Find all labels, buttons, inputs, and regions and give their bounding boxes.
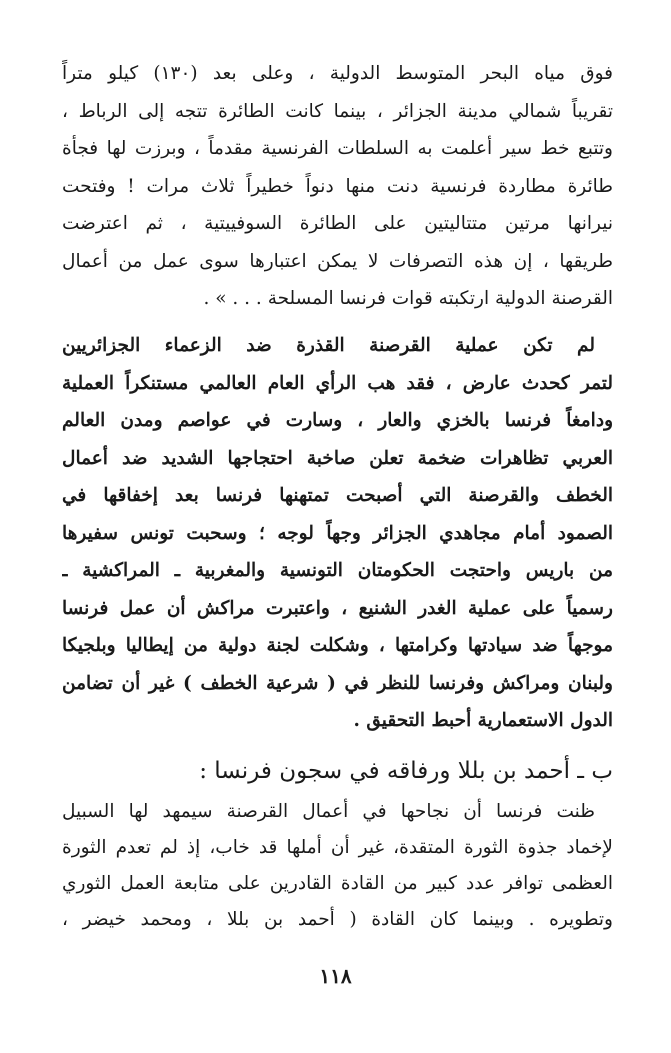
text-line: رسمياً على عملية الغدر الشنيع ، واعتبرت مراكش أن عمل فرنسا [62,597,613,619]
text-line: الدول الاستعمارية أحبط التحقيق . [353,710,613,731]
text-line: ودامغاً فرنسا بالخزي والعار ، وسارت في عواصم ومدن العالم [62,410,613,431]
text-line: تقريباً شمالي مدينة الجزائر ، بينما كانت الطائرة تتجه إلى الرباط ، [62,100,613,122]
text-line: العظمى توافر عدد كبير من القادة القادرين على متابعة العمل الثوري [62,873,613,894]
text-line: العربي تظاهرات ضخمة تعلن صاخبة احتجاجها الشديد ضد أعمال [62,447,613,469]
text-line: القرصنة الدولية ارتكبته قوات فرنسا المسلحة . . . » . [203,288,613,309]
text-line: ظنت فرنسا أن نجاحها في أعمال القرصنة سيمهد لها السبيل [62,801,595,822]
text-line: طريقها ، إن هذه التصرفات لا يمكن اعتبارها سوى عمل من أعمال [62,250,613,272]
text-line: ولبنان ومراكش وفرنسا للنظر في ( شرعية الخطف ) غير أن تضامن [62,672,613,694]
text-line: طائرة مطاردة فرنسية دنت منها دنواً خطيراً ثلاث مرات ! وفتحت [62,175,613,197]
text-line: من باريس واحتجت الحكومتان التونسية والمغربية ـ المراكشية ـ [62,560,613,581]
text-line: الخطف والقرصنة التي أصبحت تمتهنها فرنسا بعد إخفاقها في [62,485,613,506]
text-line: لتمر كحدث عارض ، فقد هب الرأي العام العالمي مستنكراً العملية [62,372,613,394]
text-line: فوق مياه البحر المتوسط الدولية ، وعلى بعد (١٣٠) كيلو متراً [62,63,613,84]
text-line: وتتبع خط سير أعلمت به السلطات الفرنسية مقدماً ، وبرزت لها فجأة [62,138,613,159]
text-line: موجهاً ضد سيادتها وكرامتها ، وشكلت لجنة دولية من إيطاليا وبلجيكا [62,635,613,656]
text-line: لإخماد جذوة الثورة المتقدة، غير أن أملها قد خاب، إذ لم تعدم الثورة [62,837,613,858]
page-number: ١١٨ [319,964,352,988]
paragraph-bold [62,327,613,740]
text-line: الصمود أمام مجاهدي الجزائر وجهاً لوجه ؛ وسحبت تونس سفيرها [62,522,613,544]
section-heading: ب ـ أحمد بن بللا ورفاقه في سجون فرنسا : [199,758,613,784]
text-line: وتطويره . وبينما كان القادة ( أحمد بن بللا ، ومحمد خيضر ، [62,909,613,930]
text-line: نيرانها مرتين متتاليتين على الطائرة السوفييتية ، ثم اعترضت [62,213,613,234]
text-line: لم تكن عملية القرصنة القذرة ضد الزعماء الجزائريين [62,335,595,356]
paragraph-section-body [62,794,613,938]
paragraph-quote-continuation [62,55,613,318]
